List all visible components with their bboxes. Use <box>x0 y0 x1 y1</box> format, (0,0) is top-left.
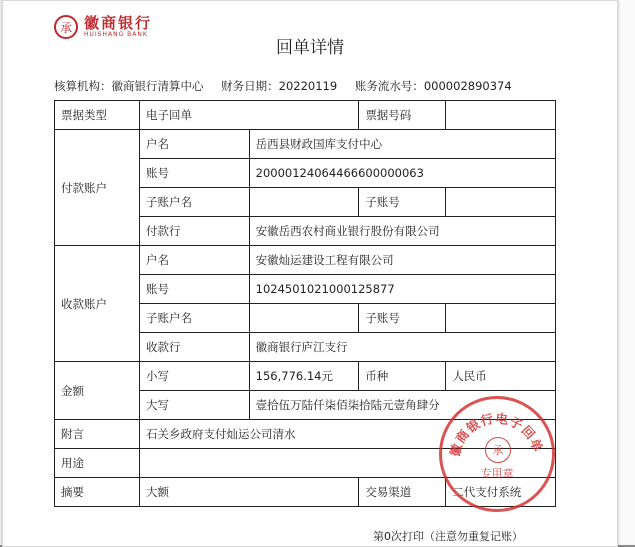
meta-date <box>221 79 337 93</box>
currency-value: 人民币 <box>446 362 556 391</box>
payer-name-label: 户名 <box>140 130 250 159</box>
amount-big-value: 壹拾伍万陆仟柒佰柒拾陆元壹角肆分 <box>249 391 555 420</box>
payee-bank-value: 徽商银行庐江支行 <box>249 333 555 362</box>
print-count-note: 第0次打印（注意勿重复记账） <box>373 530 523 543</box>
payee-sub-account-value <box>446 304 556 333</box>
meta-date-value: 20220119 <box>278 79 338 93</box>
bank-name-cn: 徽商银行 <box>84 14 153 32</box>
payee-sub-account-label: 子账号 <box>359 304 446 333</box>
summary-value: 大额 <box>140 478 359 507</box>
meta-serial-label: 账务流水号： <box>354 79 424 93</box>
purpose-label: 用途 <box>55 449 140 478</box>
channel-label: 交易渠道 <box>359 478 446 507</box>
meta-serial-value: 000002890374 <box>423 79 512 93</box>
table-row <box>55 246 556 275</box>
meta-date-label: 财务日期： <box>221 79 279 93</box>
payer-sub-name-label: 子账户名 <box>140 188 250 217</box>
meta-org-value: 徽商银行清算中心 <box>111 79 204 93</box>
channel-value: 二代支付系统 <box>446 478 556 507</box>
receipt-meta <box>54 78 526 94</box>
payee-sub-name-label: 子账户名 <box>140 304 250 333</box>
amount-big-label: 大写 <box>140 391 250 420</box>
payee-sub-name-value <box>249 304 359 333</box>
payer-bank-label: 付款行 <box>140 217 250 246</box>
seal-ring-text: 徽商银行电子回单 <box>447 410 546 459</box>
payer-sub-name-value <box>249 188 359 217</box>
amount-small-label: 小写 <box>140 362 250 391</box>
receipt-document <box>2 0 618 547</box>
payer-sub-account-value <box>446 188 556 217</box>
seal-emblem-icon: 承 <box>485 437 511 463</box>
payer-section-label: 付款账户 <box>55 130 140 246</box>
bank-name-en: HUISHANG BANK <box>84 31 148 38</box>
seal-center-label: 专用章 <box>480 467 514 480</box>
meta-org-label: 核算机构： <box>54 79 112 93</box>
amount-small-value: 156,776.14元 <box>249 362 359 391</box>
payee-name-label: 户名 <box>140 246 250 275</box>
currency-label: 币种 <box>359 362 446 391</box>
summary-label: 摘要 <box>55 478 140 507</box>
payer-account-label: 账号 <box>140 159 250 188</box>
meta-serial <box>355 79 512 93</box>
payer-account-value: 20000124064466600000063 <box>249 159 555 188</box>
payer-sub-account-label: 子账号 <box>359 188 446 217</box>
bill-no-label: 票据号码 <box>359 101 446 130</box>
payee-section-label: 收款账户 <box>55 246 140 362</box>
bank-emblem-icon: 承 <box>54 15 78 39</box>
amount-section-label: 金额 <box>55 362 140 420</box>
payee-bank-label: 收款行 <box>140 333 250 362</box>
bill-type-label: 票据类型 <box>55 101 140 130</box>
payee-account-value: 1024501021000125877 <box>249 275 555 304</box>
remark-value: 石关乡政府支付灿运公司清水 <box>140 420 556 449</box>
page-title: 回单详情 <box>276 38 344 58</box>
payer-name-value: 岳西县财政国库支付中心 <box>249 130 555 159</box>
table-row <box>55 130 556 159</box>
table-row <box>55 362 556 391</box>
payer-bank-value: 安徽岳西农村商业银行股份有限公司 <box>249 217 555 246</box>
meta-org <box>54 79 204 93</box>
official-seal-stamp <box>439 396 555 512</box>
payee-account-label: 账号 <box>140 275 250 304</box>
bill-no-value <box>446 101 556 130</box>
remark-label: 附言 <box>55 420 140 449</box>
payee-name-value: 安徽灿运建设工程有限公司 <box>249 246 555 275</box>
background-window-edge-right <box>617 0 635 545</box>
bill-type-value: 电子回单 <box>140 101 359 130</box>
table-row <box>55 101 556 130</box>
